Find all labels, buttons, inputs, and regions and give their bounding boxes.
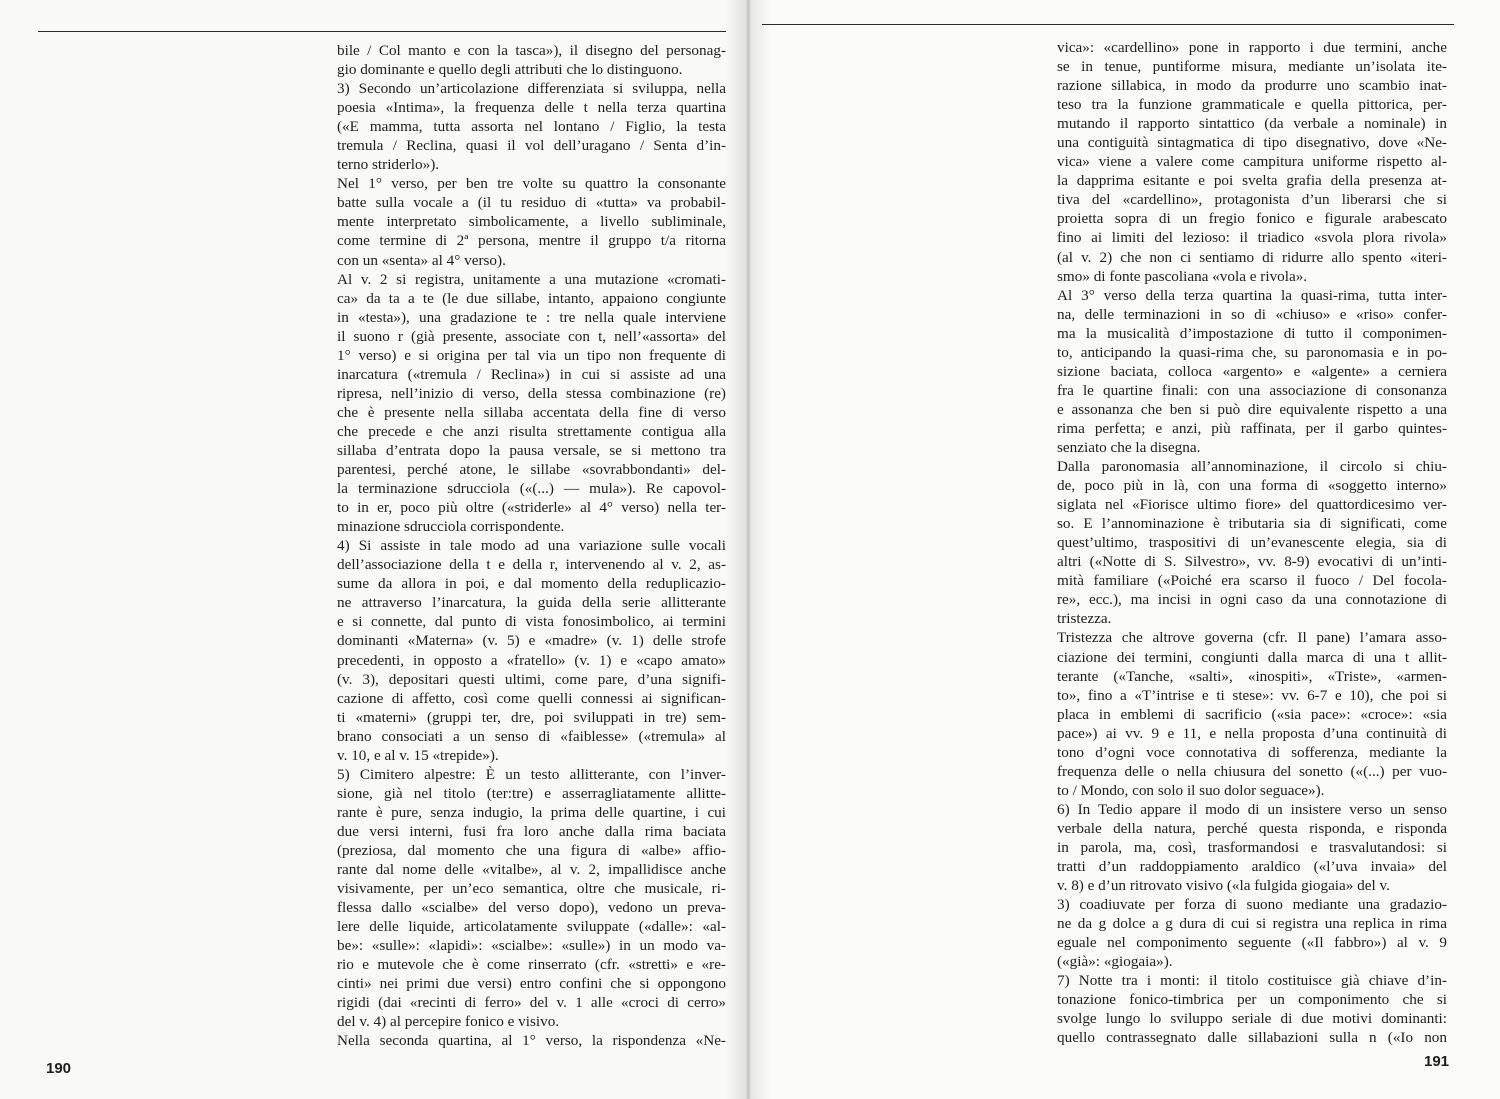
text-line: tono d’ogni voce connotativa di sofferenza, mediante la xyxy=(1057,743,1447,761)
text-line: sizione baciata, colloca «argento» e «algente» a cerniera xyxy=(1057,362,1447,380)
text-line: e si connette, dal punto di vista fonosimbolico, ai termini xyxy=(337,613,726,631)
text-line: vica»: «cardellino» pone in rapporto i due termini, anche xyxy=(1057,39,1447,56)
text-line: mità familiare («Poiché era scarso il fuoco / Del focola- xyxy=(1057,572,1447,590)
text-line: vica» viene a valere come campitura uniforme rispetto al- xyxy=(1057,153,1447,171)
text-line: («E mamma, tutta assorta nel lontano / Figlio, la testa xyxy=(337,118,726,136)
text-line: svolge lungo lo sviluppo seriale di due motivi dominanti: xyxy=(1057,1010,1447,1028)
text-line: (preziosa, dal momento che una figura di «albe» affio- xyxy=(337,841,726,859)
text-line: due versi interni, fusi fra loro anche dalla rima baciata xyxy=(337,822,726,840)
text-line: Al 3° verso della terza quartina la quasi-rima, tutta inter- xyxy=(1057,286,1447,304)
text-line: del v. 4) al percepire fonico e visivo. xyxy=(337,1013,560,1031)
text-line: proietta sopra di un fregio fonico e figurale arabescato xyxy=(1057,210,1447,228)
text-line: fra le quartine finali: con una associazione di consonanza xyxy=(1057,381,1447,399)
text-line: terno striderlo»). xyxy=(337,156,440,174)
text-line: de, poco più in là, con una forma di «soggetto interno» xyxy=(1057,477,1447,495)
text-line: tremula / Reclina, quasi il vol dell’uragano / Senta d’in- xyxy=(337,137,726,155)
text-line: rio e mutevole che è come rinserrato (cfr. «stretti» e «re- xyxy=(337,956,726,974)
text-line: senziato che la disegna. xyxy=(1057,438,1201,456)
text-line: rima perfetta; e anzi, più raffinata, per il garbo quintes- xyxy=(1057,419,1447,437)
text-line: fino ai limiti del lezioso: il triadico «svola plora rivola» xyxy=(1057,229,1447,247)
text-line: (v. 3), depositari questi ultimi, come pare, d’una signifi- xyxy=(337,670,726,688)
text-line: il suono r (già presente, associate con t, nell’«assorta» del xyxy=(337,327,726,345)
text-line: 1° verso) e si origina per tal via un tipo non frequente di xyxy=(337,346,726,364)
page-number: 191 xyxy=(1424,1053,1450,1070)
text-line: to / Mondo, con solo il suo dolor seguace»). xyxy=(1057,781,1325,799)
left-text-column xyxy=(337,41,726,1050)
text-line: dominanti «Materna» (v. 5) e «madre» (v. 1) delle strofe xyxy=(337,632,726,650)
text-line: mutando il rapporto sintattico (da verbale a nominale) in xyxy=(1057,115,1447,133)
text-line: 6) In Tedio appare il modo di un insistere verso un senso xyxy=(1057,800,1447,818)
text-line: na, delle terminazioni in so di «chiuso» e «riso» confer- xyxy=(1057,305,1447,323)
text-line: 3) coadiuvate per forza di suono mediante una gradazio- xyxy=(1057,896,1447,914)
text-line: inarcatura («tremula / Reclina») in cui si assiste ad una xyxy=(337,365,726,383)
text-line: frequenza delle o nella chiusura del sonetto («(...) per vuo- xyxy=(1057,762,1447,780)
page-number: 190 xyxy=(46,1060,72,1077)
text-line: Tristezza che altrove governa (cfr. Il pane) l’amara asso- xyxy=(1057,629,1447,647)
text-line: poesia «Intima», la frequenza delle t nella terza quartina xyxy=(337,99,726,117)
text-line: ne attraverso l’inarcatura, la guida della serie allitterante xyxy=(337,594,726,612)
text-line: Nella seconda quartina, al 1° verso, la rispondenza «Ne- xyxy=(337,1032,726,1050)
header-rule xyxy=(762,24,1454,25)
text-line: e assonanza che ben si può dire equivalente rispetto a una xyxy=(1057,400,1447,418)
text-line: smo» di fonte pascoliana «vola e rivola». xyxy=(1057,267,1308,285)
text-line: in parola, ma, così, trasformandosi e trasvalutandosi: si xyxy=(1057,838,1447,856)
text-line: re», ecc.), ma incisi in ogni caso da una connotazione di xyxy=(1057,591,1447,609)
text-line: bile / Col manto e con la tasca»), il disegno del personag- xyxy=(337,42,726,59)
text-line: che è presente nella sillaba accentata della fine di verso xyxy=(337,403,726,421)
text-line: cinti» nei primi due versi) entro confini che si oppongono xyxy=(337,975,726,993)
text-line: ciazione dei termini, congiunti dalla marca di una t allit- xyxy=(1057,648,1447,666)
text-line: so. E l’annominazione è tributaria sia di significati, come xyxy=(1057,515,1447,533)
text-line: la dapprima esitante e poi svelta grafia della presenza at- xyxy=(1057,172,1447,190)
text-line: parentesi, perché atone, le sillabe «sovrabbondanti» del- xyxy=(337,461,726,479)
text-line: minazione sdrucciola corrispondente. xyxy=(337,518,565,536)
text-line: v. 10, e al v. 15 «trepide»). xyxy=(337,746,499,764)
text-line: sillaba d’entrata dopo la pausa versale, se si mettono tra xyxy=(337,441,726,459)
text-line: dell’associazione della t e della r, intervenendo al v. 2, as- xyxy=(337,556,726,574)
text-line: («già»: «giogaia»). xyxy=(1057,953,1173,971)
text-line: una contiguità sintagmatica di tipo disegnativo, dove «Ne- xyxy=(1057,134,1447,152)
text-line: brano consociati a un senso di «faiblesse» («tremula» al xyxy=(337,727,726,745)
text-line: teso tra la funzione grammaticale e quella pittorica, per- xyxy=(1057,96,1447,114)
text-line: che precede e che anzi risulta strettamente contigua alla xyxy=(337,422,726,440)
text-line: tonazione fonico-timbrica per un componimento che si xyxy=(1057,991,1447,1009)
text-line: 5) Cimitero alpestre: È un testo allitterante, con l’inver- xyxy=(337,765,726,783)
text-line: flessa dallo «scialbe» del verso dopo), vedono un preva- xyxy=(337,899,726,917)
text-line: precedenti, in opposto a «fratello» (v. 1) e «capo amato» xyxy=(337,651,726,669)
text-line: rante dal nome delle «vitalbe», al v. 2, impallidisce anche xyxy=(337,861,726,879)
text-line: terante («Tanche, «salti», «inospiti», «Triste», «armen- xyxy=(1057,667,1447,685)
right-page xyxy=(748,0,1500,1099)
text-line: ca» da ta a te (le due sillabe, intanto, appaiono congiunte xyxy=(337,289,726,307)
text-line: con un «senta» al 4° verso). xyxy=(337,251,506,269)
text-line: tristezza. xyxy=(1057,610,1112,628)
text-line: (al v. 2) che non ci sentiamo di ridurre allo spento «iteri- xyxy=(1057,248,1447,266)
text-line: se in tenue, puntiforme misura, mediante un’isolata ite- xyxy=(1057,58,1447,76)
text-line: razione sillabica, in modo da produrre uno scambio inat- xyxy=(1057,77,1447,95)
text-line: eguale nel componimento seguente («Il fabbro») al v. 9 xyxy=(1057,934,1447,952)
text-line: rigidi (dai «recinti di ferro» del v. 1 alle «croci di cerro» xyxy=(337,994,726,1012)
text-line: cazione di affetto, così come quelli connessi ai significan- xyxy=(337,689,726,707)
text-line: sione, già nel titolo (ter:tre) e asserragliatamente allitte- xyxy=(337,784,726,802)
text-line: ma la musicalità d’impostazione di tutto il componimen- xyxy=(1057,324,1447,342)
text-line: to, anticipando la quasi-rima che, su paronomasia e in po- xyxy=(1057,343,1447,361)
text-line: pace») ai vv. 9 e 11, e nella proposta d’una continuità di xyxy=(1057,724,1447,742)
text-line: 7) Notte tra i monti: il titolo costituisce già chiave d’in- xyxy=(1057,972,1447,990)
text-line: tratti d’un raddoppiamento araldico («l’uva invaia» del xyxy=(1057,858,1447,876)
text-line: lere delle liquide, articolatamente sviluppate («dalle»: «al- xyxy=(337,918,726,936)
text-line: mente interpretato simbolicamente, a livello subliminale, xyxy=(337,213,726,231)
text-line: placa in emblemi di sacrificio («sia pace»: «croce»: «sia xyxy=(1057,705,1447,723)
text-line: 3) Secondo un’articolazione differenziata si sviluppa, nella xyxy=(337,80,726,98)
text-line: la terminazione sdrucciola («(...) — mula»). Re capovol- xyxy=(337,480,726,498)
header-rule xyxy=(38,31,726,32)
text-line: quest’ultimo, traspositivi di un’evanescente elegia, sia di xyxy=(1057,534,1447,552)
text-line: ripresa, nell’inizio di verso, della stessa combinazione (re) xyxy=(337,384,726,402)
text-line: siglata nel «Fiorisce ultimo fiore» del quattordicesimo ver- xyxy=(1057,496,1447,514)
text-line: batte sulla vocale a (il tu residuo di «tutta» va probabil- xyxy=(337,194,726,212)
text-line: tiva del «cardellino», protagonista d’un liberarsi che si xyxy=(1057,191,1447,209)
text-line: v. 8) e d’un ritrovato visivo («la fulgida giogaia» del v. xyxy=(1057,877,1390,895)
text-line: be»: «sulle»: «lapidi»: «scialbe»: «sulle») in un modo va- xyxy=(337,937,726,955)
text-line: rante è pure, senza indugio, la prima delle quartine, i cui xyxy=(337,803,726,821)
text-line: quello contrassegnato dalle sillabazioni sulla n («Io non xyxy=(1057,1029,1447,1047)
text-line: verbale della natura, perché questa risponda, e risponda xyxy=(1057,819,1447,837)
text-line: ti «materni» (gruppi ter, dre, poi sviluppati in tre) sem- xyxy=(337,708,726,726)
text-line: Nel 1° verso, per ben tre volte su quattro la consonante xyxy=(337,175,726,193)
text-line: to», fino a «T’intrise e ti stese»: vv. 6-7 e 10), che poi si xyxy=(1057,686,1447,704)
text-line: come termine di 2ª persona, mentre il gruppo t/a ritorna xyxy=(337,232,726,250)
text-line: ne da g dolce a g dura di cui si registra una replica in rima xyxy=(1057,915,1447,933)
text-line: altri («Notte di S. Silvestro», vv. 8-9) evocativi di un’inti- xyxy=(1057,553,1447,571)
text-line: 4) Si assiste in tale modo ad una variazione sulle vocali xyxy=(337,537,726,555)
text-line: gio dominante e quello degli attributi che lo distinguono. xyxy=(337,61,683,79)
text-line: Dalla paronomasia all’annominazione, il circolo si chiu- xyxy=(1057,458,1447,476)
text-line: visivamente, per un’eco semantica, oltre che musicale, ri- xyxy=(337,880,726,898)
text-line: to in er, poco più oltre («striderle» al 4° verso) nella ter- xyxy=(337,499,726,517)
text-line: sume da allora in poi, e dal momento della reduplicazio- xyxy=(337,575,726,593)
right-text-column xyxy=(1057,38,1447,1047)
left-page xyxy=(0,0,748,1099)
text-line: in «testa»), una gradazione te : tre nella quale interviene xyxy=(337,308,726,326)
text-line: Al v. 2 si registra, unitamente a una mutazione «cromati- xyxy=(337,270,726,288)
